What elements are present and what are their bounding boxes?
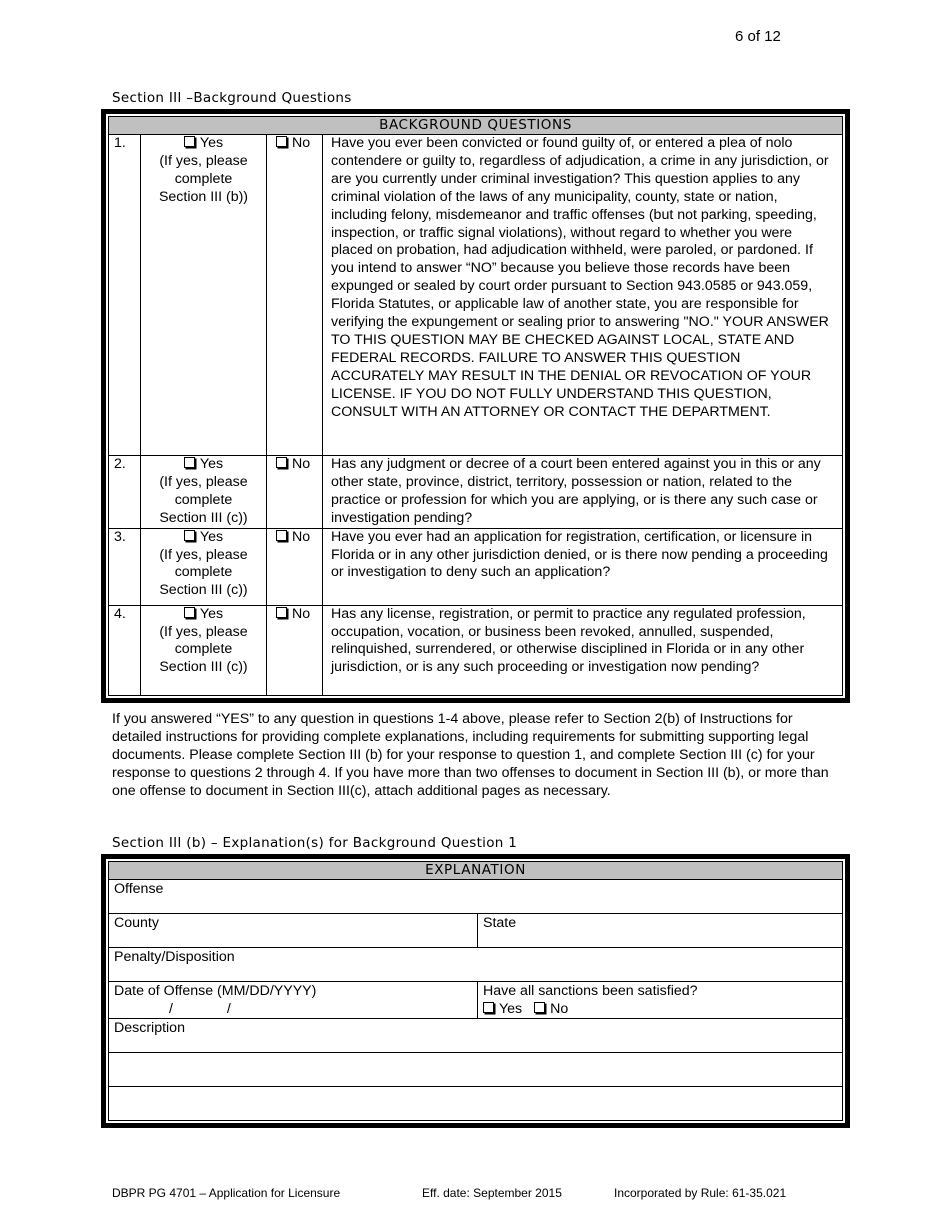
explanation-frame (101, 854, 850, 1128)
question-number: 2. (109, 456, 141, 529)
state-label: State (483, 915, 517, 931)
footer-form-id: DBPR PG 4701 – Application for Licensure (112, 1186, 341, 1200)
no-checkbox[interactable] (276, 530, 287, 541)
question-text: Have you ever been convicted or found guilty of, or entered a plea of nolo contendere or guilty to, regardless of adjudication, a crime in any jurisdiction, or are you currently under criminal investigation? This question applies to any criminal violation of the laws of any municipality, county, state or nation, including felony, misdemeanor and traffic offenses (but not parking, speeding, inspection, or traffic signal violations), without regard to whether you were placed on probation, had adjudication withheld, were paroled, or pardoned. If you intend to answer “NO” because you believe those records have been expunged or sealed by court order pursuant to Section 943.0585 or 943.059, Florida Statutes, or applicable law of another state, you are responsible for verifying the expungement or sealing prior to answering "NO." YOUR ANSWER TO THIS QUESTION MAY BE CHECKED AGAINST LOCAL, STATE AND FEDERAL RECORDS. FAILURE TO ANSWER THIS QUESTION ACCURATELY MAY RESULT IN THE DENIAL OR REVOCATION OF YOUR LICENSE. IF YOU DO NOT FULLY UNDERSTAND THIS QUESTION, CONSULT WITH AN ATTORNEY OR CONTACT THE DEPARTMENT. (323, 135, 843, 456)
question-number: 4. (109, 605, 141, 695)
yes-checkbox[interactable] (184, 530, 195, 541)
description-line[interactable] (109, 1087, 843, 1121)
no-option-cell (267, 456, 323, 529)
sanctions-satisfied-field (478, 982, 843, 1019)
no-checkbox[interactable] (276, 136, 287, 147)
background-questions-table (108, 116, 843, 696)
question-text: Have you ever had an application for registration, certification, or licensure in Florida or in any other jurisdiction denied, or is there now pending a proceeding or investigation to deny such an application? (323, 528, 843, 605)
explanation-table (108, 861, 843, 1121)
description-field[interactable] (109, 1019, 843, 1053)
yes-checkbox[interactable] (184, 136, 195, 147)
sanctions-no-label: No (550, 1001, 569, 1017)
yes-label: Yes (199, 605, 224, 622)
no-option-cell (267, 605, 323, 695)
yes-option-cell (141, 528, 267, 605)
description-label: Description (114, 1020, 185, 1036)
explanation-section-heading: Section III (b) – Explanation(s) for Background Question 1 (112, 835, 518, 851)
yes-note-line: (If yes, please (159, 546, 248, 563)
county-field[interactable] (109, 914, 478, 948)
yes-note-line: complete (174, 641, 233, 658)
question-row-2 (109, 456, 843, 529)
background-questions-frame (101, 109, 850, 703)
date-slashes: / / (169, 1001, 231, 1017)
yes-label: Yes (199, 456, 224, 472)
question-number: 1. (109, 135, 141, 456)
question-text: Has any license, registration, or permit to practice any regulated profession, occupation, vocation, or business been revoked, annulled, suspended, relinquished, surrendered, or otherwise disciplined in Florida or in any other jurisdiction, or is any such proceeding or investigation now pending? (323, 605, 843, 695)
page-number: 6 of 12 (735, 28, 781, 45)
offense-field[interactable] (109, 880, 843, 914)
yes-note-line: Section III (c)) (159, 582, 248, 599)
explanation-table-header: EXPLANATION (109, 862, 843, 880)
footer-rule: Incorporated by Rule: 61-35.021 (614, 1186, 787, 1200)
sanctions-yes-label: Yes (499, 1001, 523, 1017)
yes-note-line: (If yes, please (159, 473, 248, 490)
yes-checkbox[interactable] (184, 457, 195, 468)
no-label: No (292, 456, 311, 472)
yes-note-line: Section III (b)) (158, 188, 249, 205)
county-label: County (114, 915, 159, 931)
yes-note-line: complete (174, 491, 233, 508)
yes-note-line: Section III (c)) (159, 509, 248, 526)
no-checkbox[interactable] (276, 607, 287, 618)
sanctions-satisfied-label: Have all sanctions been satisfied? (483, 983, 698, 999)
state-field[interactable] (478, 914, 843, 948)
question-number: 3. (109, 528, 141, 605)
yes-note-line: (If yes, please (159, 623, 248, 640)
no-label: No (292, 528, 311, 545)
background-section-heading: Section III –Background Questions (112, 90, 352, 106)
yes-note-line: complete (174, 564, 233, 581)
yes-option-cell (141, 605, 267, 695)
sanctions-yes-checkbox[interactable] (483, 1002, 494, 1013)
yes-note-line: (If yes, please (159, 152, 248, 169)
date-of-offense-field[interactable] (109, 982, 478, 1019)
penalty-disposition-field[interactable] (109, 948, 843, 982)
sanctions-no-checkbox[interactable] (534, 1002, 545, 1013)
question-text: Has any judgment or decree of a court been entered against you in this or any other state, province, district, territory, possession or nation, related to the practice or profession for which you are applying, or is there any such case or investigation pending? (323, 456, 843, 529)
yes-note-line: Section III (c)) (159, 659, 248, 676)
yes-option-cell (141, 456, 267, 529)
yes-option-cell (141, 135, 267, 456)
offense-label: Offense (114, 881, 164, 897)
no-label: No (292, 135, 311, 151)
no-checkbox[interactable] (276, 457, 287, 468)
background-table-header: BACKGROUND QUESTIONS (109, 117, 843, 135)
instructions-paragraph: If you answered “YES” to any question in questions 1-4 above, please refer to Section 2(b) of Instructions for detailed instructions for providing complete explanations, including requirements for submitting supporting legal documents. Please complete Section III (b) for your response to question 1, and complete Section III (c) for your response to questions 2 through 4. If you have more than two offenses to document in Section III (b), or more than one offense to document in Section III(c), attach additional pages as necessary. (112, 711, 829, 799)
no-option-cell (267, 528, 323, 605)
date-of-offense-label: Date of Offense (MM/DD/YYYY) (114, 983, 317, 999)
description-line[interactable] (109, 1053, 843, 1087)
yes-label: Yes (199, 528, 224, 545)
yes-label: Yes (199, 135, 224, 151)
question-row-1 (109, 135, 843, 456)
no-label: No (292, 605, 311, 622)
footer-eff-date: Eff. date: September 2015 (422, 1186, 562, 1200)
penalty-disposition-label: Penalty/Disposition (114, 949, 235, 965)
question-row-4 (109, 605, 843, 695)
yes-checkbox[interactable] (184, 607, 195, 618)
no-option-cell (267, 135, 323, 456)
question-row-3 (109, 528, 843, 605)
yes-note-line: complete (174, 170, 233, 187)
